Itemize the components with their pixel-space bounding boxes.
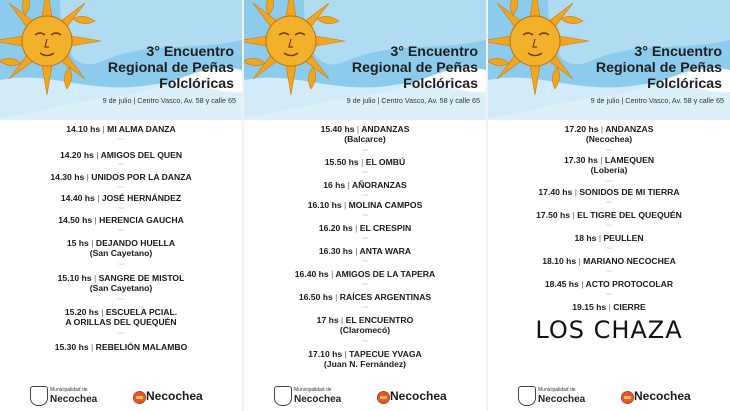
municipal-shield-icon: [518, 386, 536, 406]
ornament: ~: [117, 329, 125, 339]
ornament: ~: [117, 204, 125, 214]
municipality-logo: Municipalidad de Necochea: [294, 387, 342, 405]
schedule-item: 16.40 hs | AMIGOS DE LA TAPERA: [294, 269, 436, 279]
schedule-item: 14.20 hs | AMIGOS DEL QUEN: [59, 150, 183, 160]
schedule-item: 17.20 hs | ANDANZAS (Necochea): [564, 124, 654, 144]
municipal-shield-icon: [30, 386, 48, 406]
schedule-item: 18.45 hs | ACTO PROTOCOLAR: [544, 279, 674, 289]
schedule-item: 17.40 hs | SONIDOS DE MI TIERRA: [538, 187, 680, 197]
schedule-item: 18 hs | PEULLEN: [574, 233, 644, 243]
schedule-item: 14.10 hs | MI ALMA DANZA: [66, 124, 176, 134]
schedule-item: 15.30 hs | REBELIÓN MALAMBO: [54, 342, 188, 352]
ornament: ~: [605, 290, 613, 300]
event-title: 3° Encuentro Regional de Peñas Folclóricas: [351, 44, 478, 92]
schedule-item: 16.30 hs | ANTA WARA: [318, 246, 412, 256]
ornament: ~: [605, 146, 613, 156]
schedule-item: 15.10 hs | SANGRE DE MISTOL (San Cayetano): [57, 273, 185, 293]
ornament: ~: [361, 337, 369, 347]
ornament: ~: [361, 234, 369, 244]
schedule-item: 14.50 hs | HERENCIA GAUCHA: [58, 215, 184, 225]
event-title: 3° Encuentro Regional de Peñas Folclóricas: [107, 44, 234, 92]
ornament: ~: [605, 221, 613, 231]
panel-2: [244, 0, 486, 411]
schedule-item: 17.10 hs | TAPECUE YVAGA (Juan N. Fernández): [308, 349, 422, 369]
ornament: ~: [605, 267, 613, 277]
ornament: ~: [361, 280, 369, 290]
ornament: ~: [117, 160, 125, 170]
schedule-item: 16.20 hs | EL CRESPIN: [318, 223, 412, 233]
panel-3: [488, 0, 730, 411]
schedule-item: 15.40 hs | ANDANZAS (Balcarce): [320, 124, 410, 144]
municipality-logo: Municipalidad de Necochea: [50, 387, 98, 405]
ornament: ~: [117, 226, 125, 236]
footer: [244, 383, 486, 409]
schedule-item: 15 hs | DEJANDO HUELLA (San Cayetano): [66, 238, 176, 258]
los-chaza-logo: LOS CHAZA: [535, 316, 683, 344]
schedule-item: 15.50 hs | EL OMBÚ: [324, 157, 406, 167]
event-subtitle: 9 de julio | Centro Vasco, Av. 58 y calle 65: [346, 96, 480, 105]
schedule-item: 17.50 hs | EL TIGRE DEL QUEQUÉN: [536, 210, 682, 220]
schedule-item: 16 hs | AÑORANZAS: [323, 180, 407, 190]
municipality-logo: Municipalidad de Necochea: [538, 387, 586, 405]
ornament: ~: [117, 260, 125, 270]
ornament: ~: [605, 177, 613, 187]
schedule-item: 19.15 hs | CIERRE: [572, 302, 646, 312]
event-subtitle: 9 de julio | Centro Vasco, Av. 58 y calle 65: [102, 96, 236, 105]
ornament: ~: [605, 198, 613, 208]
ornament: ~: [361, 191, 369, 201]
event-subtitle: 9 de julio | Centro Vasco, Av. 58 y calle 65: [590, 96, 724, 105]
schedule-item: 15.20 hs | ESCUELA PCIAL. A ORILLAS DEL QUEQUÉN: [64, 307, 178, 327]
necochea-brand: Necochea: [634, 389, 691, 403]
footer: [0, 383, 242, 409]
footer: [488, 383, 730, 409]
ornament: ~: [361, 146, 369, 156]
ornament: ~: [361, 168, 369, 178]
necochea-brand: Necochea: [390, 389, 447, 403]
schedule-item: 14.30 hs | UNIDOS POR LA DANZA: [50, 172, 192, 182]
schedule-item: 18.10 hs | MARIANO NECOCHEA: [542, 256, 676, 266]
ornament: ~: [117, 135, 125, 145]
ornament: ~: [361, 211, 369, 221]
schedule-item: 17.30 hs | LAMEQUEN (Lobería): [563, 155, 655, 175]
ornament: ~: [117, 295, 125, 305]
municipal-shield-icon: [274, 386, 292, 406]
necochea-brand: Necochea: [146, 389, 203, 403]
schedule-item: 16.50 hs | RAÍCES ARGENTINAS: [298, 292, 432, 302]
ornament: ~: [605, 244, 613, 254]
ornament: ~: [361, 257, 369, 267]
ornament: ~: [361, 303, 369, 313]
panel-1: [0, 0, 242, 411]
schedule-item: 16.10 hs | MOLINA CAMPOS: [307, 200, 423, 210]
schedule-item: 17 hs | EL ENCUENTRO (Claromecó): [316, 315, 414, 335]
schedule-item: 14.40 hs | JOSÉ HERNÁNDEZ: [60, 193, 182, 203]
event-title: 3° Encuentro Regional de Peñas Folclóricas: [595, 44, 722, 92]
ornament: ~: [117, 183, 125, 193]
